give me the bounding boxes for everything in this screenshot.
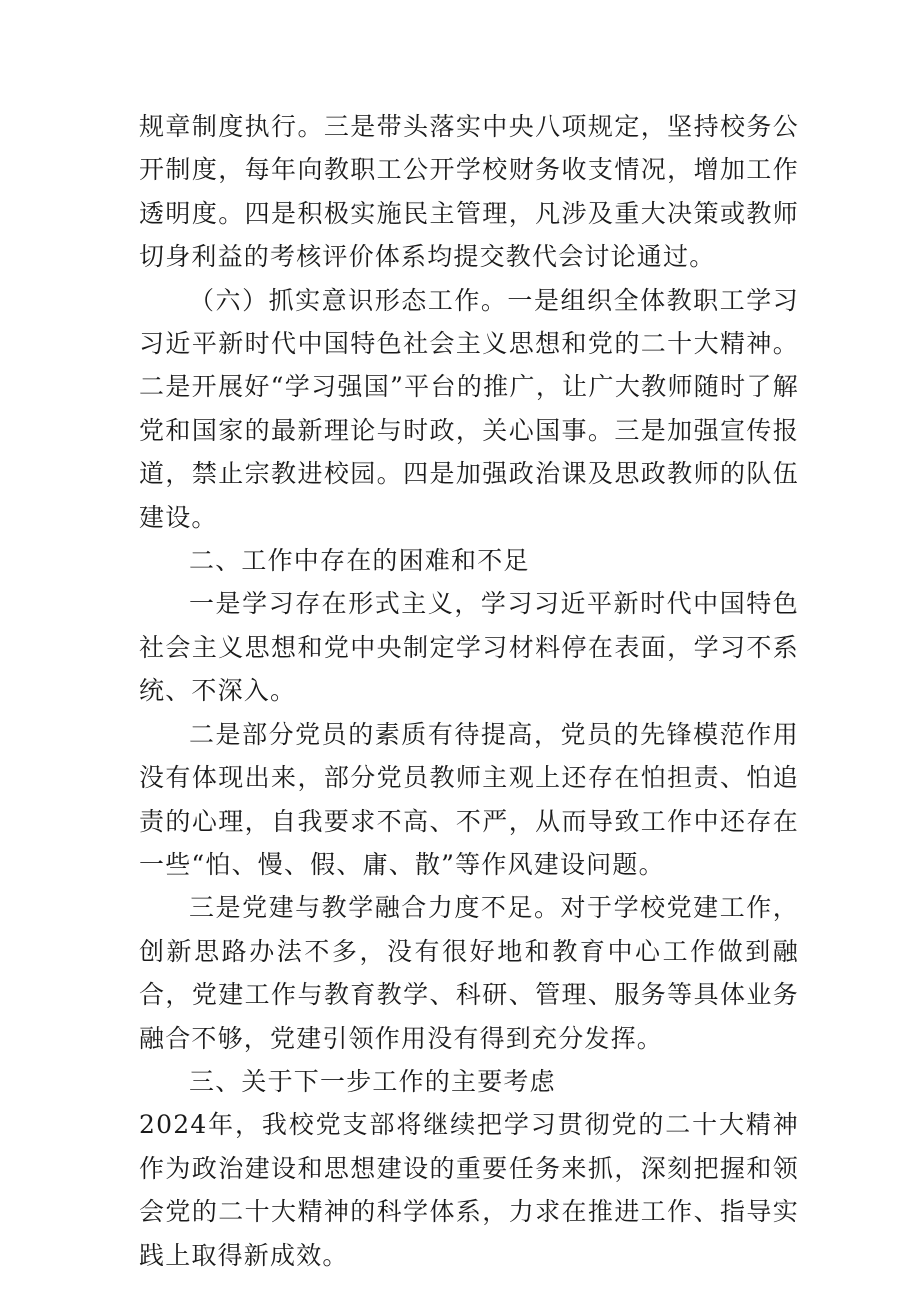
paragraph-continuation: 规章制度执行。三是带头落实中央八项规定，坚持校务公开制度，每年向教职工公开学校财务收支情况，增加工作透明度。四是积极实施民主管理，凡涉及重大决策或教师切身利益的考核评价体系均提交教代会讨论通过。 [139,112,799,272]
paragraph-problem-one: 一是学习存在形式主义，学习习近平新时代中国特色社会主义思想和党中央制定学习材料停在表面，学习不系统、不深入。 [139,589,799,706]
paragraph-problem-three: 三是党建与教学融合力度不足。对于学校党建工作，创新思路办法不多，没有很好地和教育中心工作做到融合，党建工作与教育教学、科研、管理、服务等具体业务融合不够，党建引领作用没有得到充分发挥。 [139,893,799,1053]
section-heading-next-steps: 三、关于下一步工作的主要考虑 [189,1066,556,1096]
section-heading-difficulties: 二、工作中存在的困难和不足 [189,546,530,576]
body-text [139,105,799,1277]
paragraph-next-steps: 2024年，我校党支部将继续把学习贯彻党的二十大精神作为政治建设和思想建设的重要任务来抓，深刻把握和领会党的二十大精神的科学体系，力求在推进工作、指导实践上取得新成效。 [139,1110,799,1270]
paragraph-problem-two: 二是部分党员的素质有待提高，党员的先锋模范作用没有体现出来，部分党员教师主观上还存在怕担责、怕追责的心理，自我要求不高、不严，从而导致工作中还存在一些“怕、慢、假、庸、散”等作风建设问题。 [139,719,799,879]
paragraph-ideology-work: （六）抓实意识形态工作。一是组织全体教职工学习习近平新时代中国特色社会主义思想和党的二十大精神。二是开展好“学习强国”平台的推广，让广大教师随时了解党和国家的最新理论与时政，关心国事。三是加强宣传报道，禁止宗教进校园。四是加强政治课及思政教师的队伍建设。 [139,285,799,532]
